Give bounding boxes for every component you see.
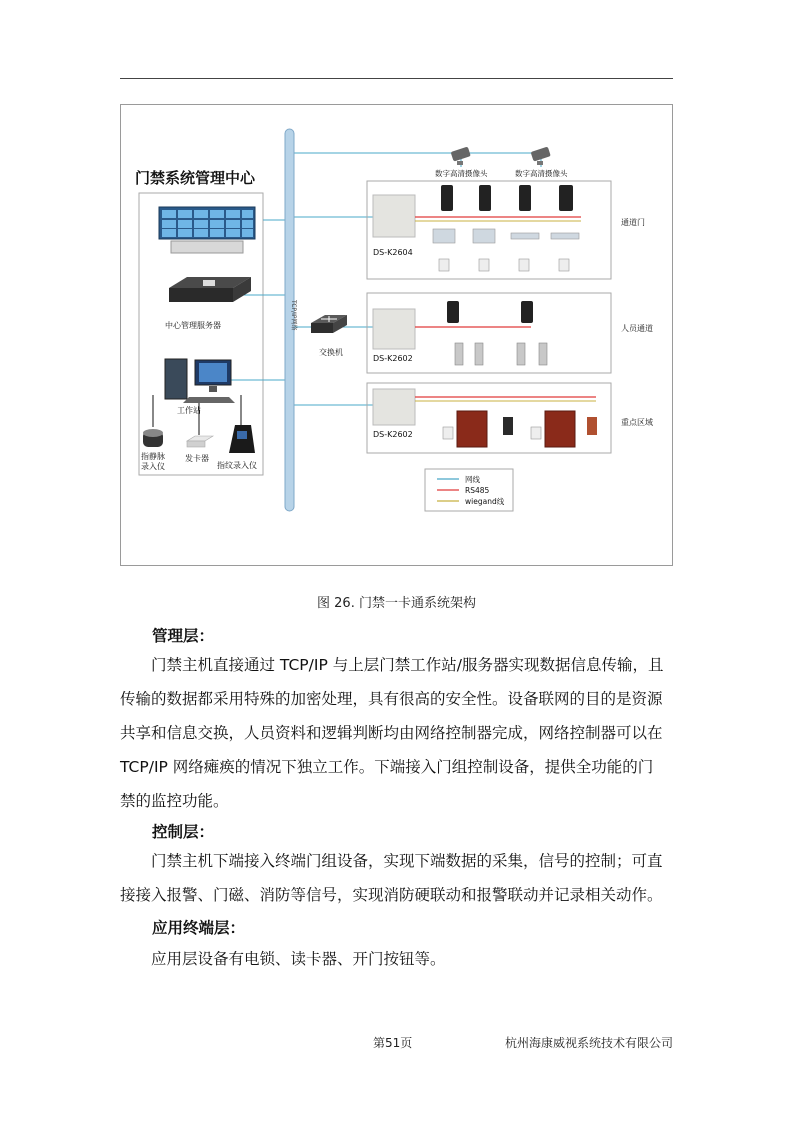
controller-2-label: DS-K2602	[373, 354, 413, 363]
exit-button-icons	[439, 259, 569, 271]
legend-wiegand: wiegand线	[465, 497, 505, 506]
mgmt-line-3: 共享和信息交换，人员资料和逻辑判断均由网络控制器完成，网络控制器可以在	[120, 724, 663, 742]
controller-1-label: DS-K2604	[373, 248, 413, 257]
figure-caption: 图 26. 门禁一卡通系统架构	[317, 596, 476, 611]
mgmt-line-4: TCP/IP 网络瘫痪的情况下独立工作。下端接入门组控制设备，提供全功能的门	[120, 758, 654, 776]
controller-3-icon	[373, 389, 415, 425]
fingerprint-label: 指纹录入仪	[217, 461, 257, 470]
legend-network: 网线	[465, 475, 480, 484]
footer-company: 杭州海康威视系统技术有限公司	[505, 1036, 674, 1050]
turnstile-icons	[455, 343, 547, 365]
legend-rs485: RS485	[465, 486, 490, 495]
mgmt-line-5: 禁的监控功能。	[120, 792, 229, 810]
video-wall-icon	[159, 207, 255, 253]
vein-label-1: 指静脉	[141, 452, 165, 461]
mgmt-line-1: 门禁主机直接通过 TCP/IP 与上层门禁工作站/服务器实现数据信息传输，且	[151, 656, 664, 674]
controller-1-icon	[373, 195, 415, 237]
ctrl-heading: 控制层：	[152, 823, 215, 841]
server-label: 中心管理服务器	[165, 321, 221, 330]
finger-vein-scanner-icon	[143, 429, 163, 447]
ctrl-line-1: 门禁主机下端接入终端门组设备，实现下端数据的采集，信号的控制；可直	[151, 852, 663, 870]
vein-label-2: 录入仪	[141, 462, 165, 471]
architecture-diagram-svg	[121, 105, 672, 565]
mgmt-center-title: 门禁系统管理中心	[135, 169, 256, 187]
card-reader-icons	[441, 185, 573, 211]
mgmt-heading: 管理层：	[152, 627, 215, 645]
fingerprint-enroller-icon	[229, 425, 255, 453]
camera-label-1: 数字高清摄像头	[435, 169, 488, 178]
app-line-1: 应用层设备有电锁、读卡器、开门按钮等。	[151, 950, 446, 968]
lock-icons	[433, 229, 579, 243]
switch-label: 交换机	[319, 348, 343, 357]
architecture-diagram	[120, 104, 673, 566]
workstation-icon	[165, 359, 235, 403]
header-rule	[120, 78, 673, 79]
mgmt-line-2: 传输的数据都采用特殊的加密处理，具有很高的安全性。设备联网的目的是资源	[120, 690, 663, 708]
card-reader-icons	[447, 301, 533, 323]
app-heading: 应用终端层：	[152, 919, 246, 937]
camera-icon	[531, 147, 551, 165]
footer-page-number: 第51页	[373, 1036, 413, 1050]
workstation-label: 工作站	[177, 406, 201, 415]
zone-2-label: 人员通道	[621, 324, 653, 333]
controller-3-label: DS-K2602	[373, 430, 413, 439]
zone-3-label: 重点区域	[621, 418, 653, 427]
tcpip-label: TCP/IP网络	[290, 300, 297, 331]
server-icon	[169, 277, 251, 302]
door-icons	[457, 411, 575, 447]
zone-1-label: 通道门	[621, 218, 645, 227]
card-issuer-icon	[187, 436, 213, 447]
controller-2-icon	[373, 309, 415, 349]
camera-icon	[451, 147, 471, 165]
card-issuer-label: 发卡器	[185, 454, 209, 463]
ctrl-line-2: 接接入报警、门磁、消防等信号，实现消防硬联动和报警联动并记录相关动作。	[120, 886, 663, 904]
camera-label-2: 数字高清摄像头	[515, 169, 568, 178]
switch-icon	[311, 315, 347, 333]
